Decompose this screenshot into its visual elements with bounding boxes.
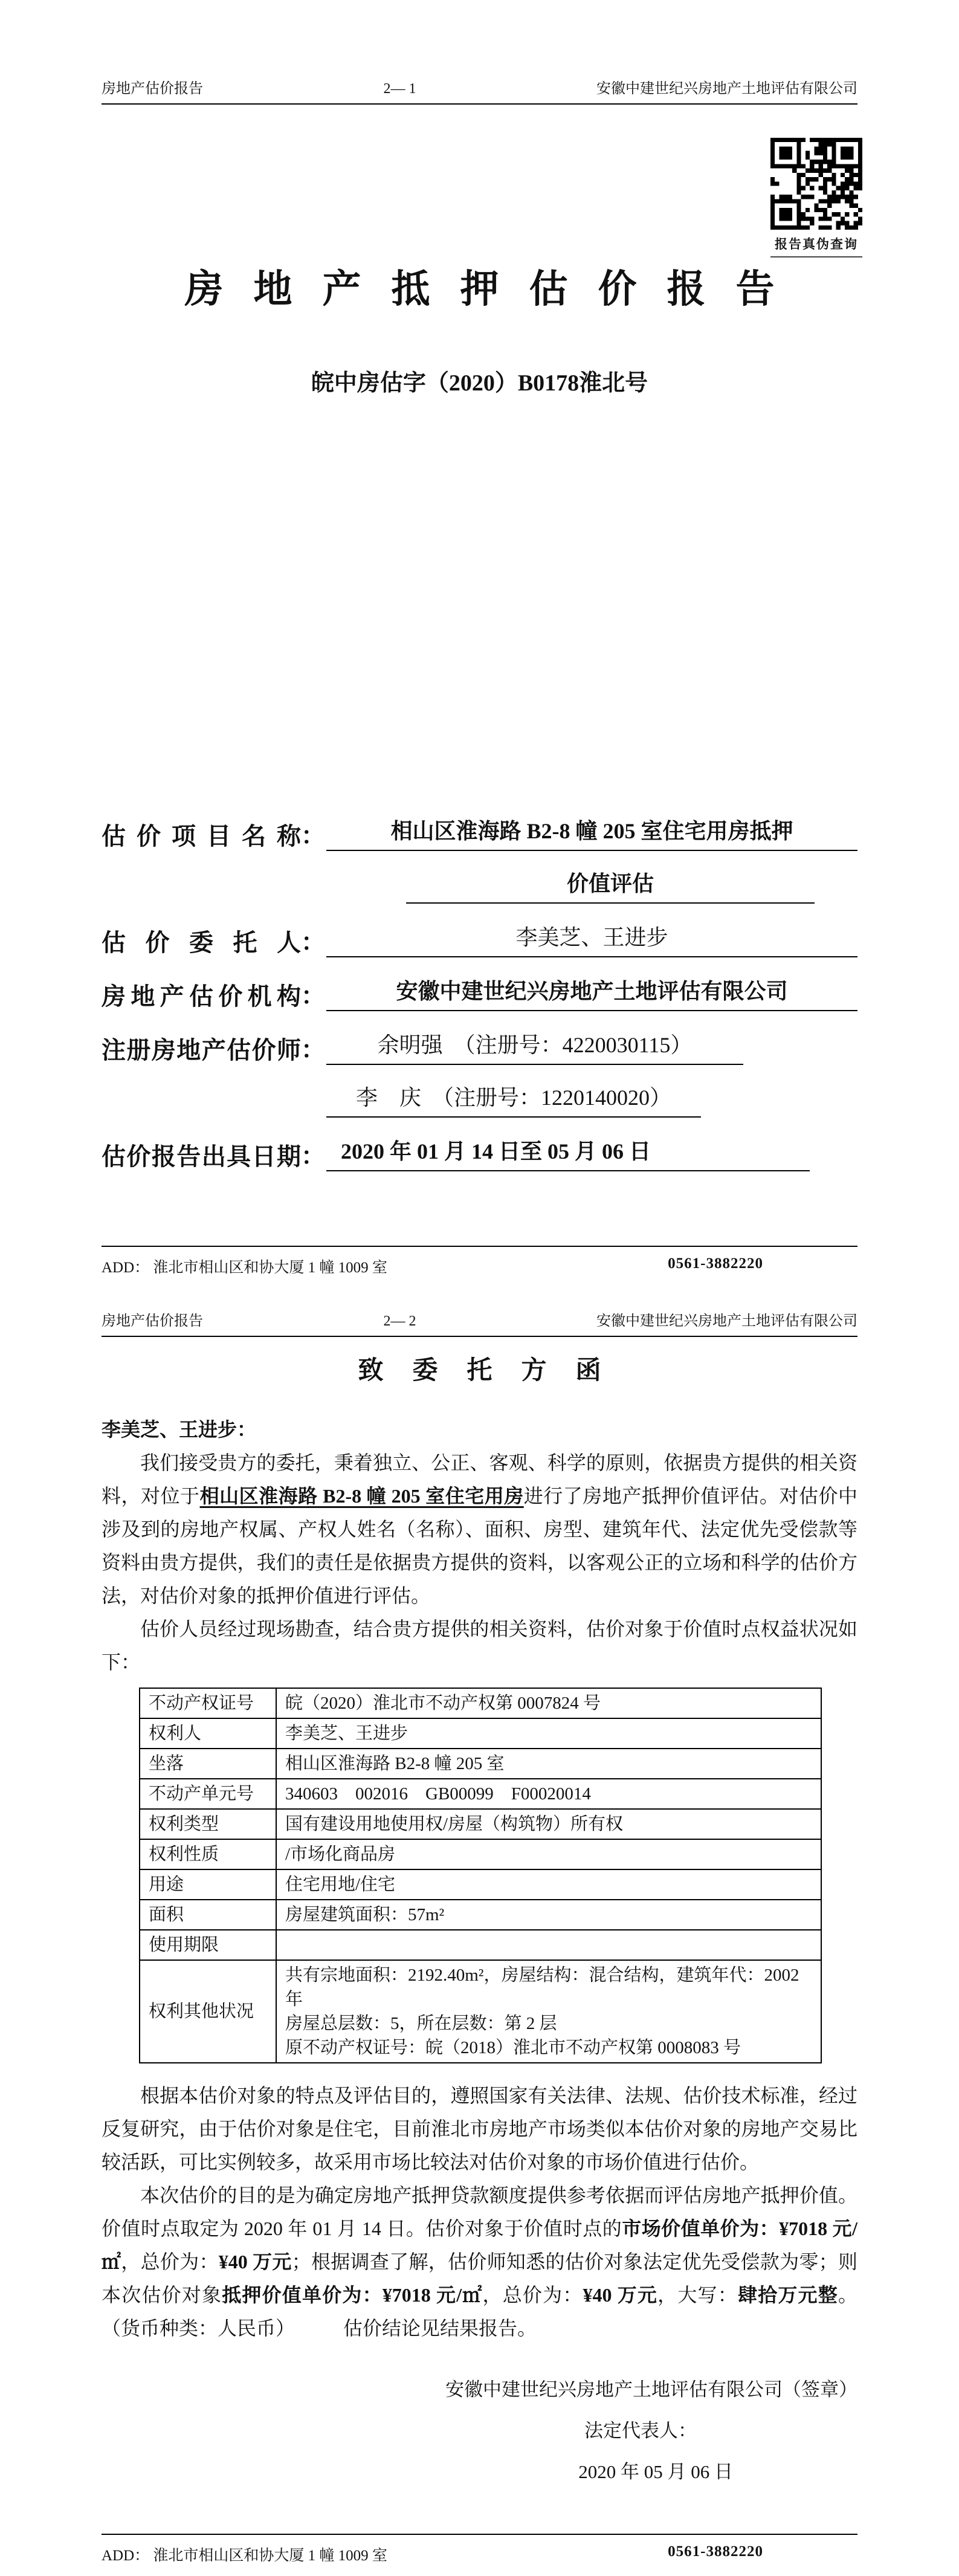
closing-block [102,2369,857,2493]
field-row-client [102,923,857,957]
table-label: 不动产权证号 [140,1688,276,1718]
footer-phone: 0561-3882220 [668,2543,763,2560]
page-2 [0,1288,959,2576]
table-row [140,1749,821,1779]
field-row-agency [102,977,857,1011]
header-doc-type: 房地产估价报告 [102,81,203,97]
table-value: /市场化商品房 [276,1839,821,1869]
field-value-agency: 安徽中建世纪兴房地产土地评估有限公司 [326,978,857,1011]
table-value-line-3: 原不动产权证号：皖（2018）淮北市不动产权第 0008083 号 [285,2038,741,2057]
table-row [140,1718,821,1749]
table-label: 面积 [140,1900,276,1930]
salutation: 李美芝、王进步： [102,1419,257,1440]
conclusion-text: ；根据调查了解，估价师知悉的估价对象法定优先受偿款为零；则本次估价对象 [102,2251,857,2306]
field-value-client: 李美芝、王进步 [326,924,857,957]
table-label: 不动产单元号 [140,1779,276,1809]
closing-date: 2020 年 05 月 06 日 [578,2461,733,2482]
field-value-appraiser-2: 李 庆 （注册号：1220140020） [326,1084,701,1118]
paragraph-survey: 估价人员经过现场勘查，结合贵方提供的相关资料，估价对象于价值时点权益状况如下： [102,1618,857,1673]
qr-verification-block [770,138,862,257]
table-row [140,1688,821,1718]
field-value-appraiser-1: 余明强 （注册号：4220030115） [326,1032,743,1065]
conclusion-text: ，大写： [657,2284,738,2306]
table-row [140,1930,821,1960]
table-value: 相山区淮海路 B2-8 幢 205 室 [276,1749,821,1779]
table-label: 权利性质 [140,1839,276,1869]
header-company: 安徽中建世纪兴房地产土地评估有限公司 [596,81,857,97]
field-value-project-name-line2: 价值评估 [406,870,815,904]
paragraph-intro-post: 进行了房地产抵押价值评估。对估价中涉及到的房地产权属、产权人姓名（名称）、面积、房型、建筑年代、法定优先受偿款等资料由贵方提供，我们的责任是依据贵方提供的资料，以客观公正的立场和科学的估价方法，对估价对象的抵押价值进行评估。 [102,1485,857,1607]
field-colon: ： [301,982,325,1009]
field-row-appraiser-2 [102,1084,857,1118]
field-row-project-name-line2 [102,870,857,904]
cover-fields [102,817,857,1171]
field-colon: ： [301,1035,325,1063]
footer-address: ADD： 淮北市相山区和协大厦 1 幢 1009 室 [102,1260,387,1276]
field-colon: ： [301,1142,325,1170]
paragraph-method: 根据本估价对象的特点及评估目的，遵照国家有关法律、法规、估价技术标准，经过反复研究，由于估价对象是住宅，目前淮北市房地产市场类似本估价对象的房地产交易比较活跃，可比实例较多，故采用市场比较法对估价对象的市场价值进行估价。 [102,2085,857,2173]
field-label-client: 估价委托人 [102,928,301,956]
footer-address: ADD： 淮北市相山区和协大厦 1 幢 1009 室 [102,2548,387,2564]
field-label-project-name: 估价项目名称 [102,822,301,850]
table-label: 坐落 [140,1749,276,1779]
paragraph-intro [102,1446,857,1613]
header-page-number: 2— 2 [383,1313,416,1329]
table-value-line-2: 房屋总层数：5，所在层数：第 2 层 [285,2014,557,2033]
table-row [140,1960,821,2063]
market-unit-price: 市场价值单价为：¥7018 元/㎡ [102,2218,857,2273]
header-company: 安徽中建世纪兴房地产土地评估有限公司 [596,1313,857,1329]
table-value-line-1: 共有宗地面积：2192.40m²，房屋结构：混合结构，建筑年代：2002 年 [285,1966,799,2009]
field-value-project-name: 相山区淮海路 B2-8 幢 205 室住宅用房抵押 [326,818,857,851]
conclusion-text: ，总价为： [121,2251,219,2273]
letter-title: 致委托方函 [358,1357,630,1385]
table-value: 住宅用地/住宅 [276,1869,821,1900]
paragraph-intro-pre: 我们接受贵方的委托，秉着独立、公正、客观、科学的原则，依据贵方提供的相关资料，对位于 [102,1452,857,1507]
table-label: 用途 [140,1869,276,1900]
page-footer [102,1246,857,1277]
conclusion-text: 。（货币种类：人民币） 估价结论见结果报告。 [102,2284,857,2339]
page-header [102,1309,857,1337]
table-value: 皖（2020）淮北市不动产权第 0007824 号 [276,1688,821,1718]
table-row [140,1900,821,1930]
qr-caption: 报告真伪查询 [770,235,862,257]
table-value: 340603 002016 GB00099 F00020014 [276,1779,821,1809]
table-value: 国有建设用地使用权/房屋（构筑物）所有权 [276,1809,821,1839]
report-number: 皖中房估字（2020）B0178淮北号 [311,370,648,396]
field-value-report-date: 2020 年 01 月 14 日至 05 月 06 日 [326,1138,810,1171]
table-label: 权利人 [140,1718,276,1749]
field-colon: ： [301,928,325,956]
page-footer [102,2534,857,2565]
table-value: 房屋建筑面积：57m² [276,1900,821,1930]
table-value [276,1960,821,2063]
table-label: 权利类型 [140,1809,276,1839]
conclusion-text: 本次估价的目的是为确定房地产抵押贷款额度提供参考依据而评估房地产抵押价值。价值时点取定为 2020 年 01 月 14 日。估价对象于价值时点的 [102,2184,857,2239]
mortgage-unit-price: 抵押价值单价为：¥7018 元/㎡ [222,2284,483,2306]
page-header [102,76,857,105]
header-doc-type: 房地产估价报告 [102,1313,203,1329]
report-title: 房地产抵押估价报告 [184,268,805,311]
field-row-appraiser-1 [102,1031,857,1065]
field-colon: ： [301,821,325,849]
paragraph-intro-subject: 相山区淮海路 B2-8 幢 205 室住宅用房 [199,1485,524,1507]
table-row [140,1809,821,1839]
closing-legal-rep: 法定代表人： [584,2420,697,2441]
table-label: 权利其他状况 [140,1960,276,2063]
property-rights-table [139,1688,822,2063]
table-value: 李美芝、王进步 [276,1718,821,1749]
field-row-project-name [102,817,857,851]
field-label-agency: 房地产估价机构 [102,982,301,1010]
header-page-number: 2— 1 [383,81,416,97]
mortgage-total-price: ¥40 万元 [583,2284,658,2306]
field-row-report-date [102,1137,857,1171]
field-label-report-date: 估价报告出具日期 [102,1142,301,1170]
conclusion-text: ，总价为： [482,2284,583,2306]
table-row [140,1779,821,1809]
price-in-words: 肆拾万元整 [737,2284,838,2306]
field-label-appraisers: 注册房地产估价师 [102,1036,301,1064]
table-label: 使用期限 [140,1930,276,1960]
qr-code [770,138,862,230]
table-row [140,1839,821,1869]
table-row [140,1869,821,1900]
table-value [276,1930,821,1960]
market-total-price: ¥40 万元 [218,2251,292,2273]
closing-company: 安徽中建世纪兴房地产土地评估有限公司（签章） [445,2379,857,2400]
footer-phone: 0561-3882220 [668,1255,763,1272]
paragraph-conclusion [102,2179,857,2345]
